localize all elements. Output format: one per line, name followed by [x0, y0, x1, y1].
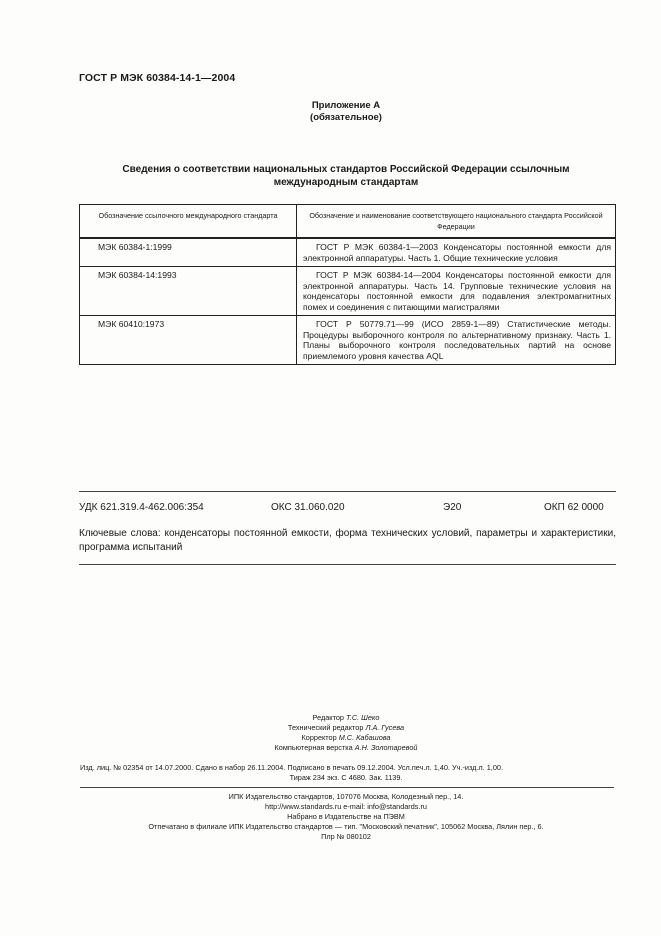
- credit-editor-name: Т.С. Шеко: [346, 713, 380, 722]
- section-title-line1: Сведения о соответствии национальных стандартов Российской Федерации ссылочным: [122, 164, 570, 175]
- column-header-international: Обозначение ссылочного международного стандарта: [80, 205, 297, 239]
- credit-tech-editor: [0, 723, 661, 734]
- appendix-title: Приложение А: [311, 100, 381, 111]
- credit-editor: [0, 713, 661, 724]
- publisher-address: ИПК Издательство стандартов, 107076 Москва, Колодезный пер., 14.: [228, 792, 464, 801]
- credit-corrector: [0, 733, 661, 744]
- credit-layout-label: Компьютерная верстка: [274, 743, 353, 752]
- publisher-license: Плр № 080102: [321, 832, 371, 841]
- national-standard-cell: ГОСТ Р 50779.71—99 (ИСО 2859-1—89) Статистические методы. Процедуры выборочного контроля по альтернативному признаку. Часть 1. Планы выборочного контроля последовательных партий на основе приемлемого уровня качества AQL: [297, 316, 616, 365]
- correspondence-table: [79, 204, 616, 365]
- table-row: [80, 316, 616, 365]
- credit-tech-editor-label: Технический редактор: [287, 723, 364, 732]
- international-standard-cell: МЭК 60410:1973: [80, 316, 297, 365]
- table-header-row: [80, 205, 616, 239]
- table-row: [80, 238, 616, 267]
- credit-layout: [0, 743, 661, 754]
- divider-publisher: [80, 787, 614, 788]
- international-standard-cell: МЭК 60384-14:1993: [80, 267, 297, 316]
- publisher-printed: Отпечатано в филиале ИПК Издательство стандартов — тип. "Московский печатник", 105062 Москва, Лялин пер., 6.: [148, 822, 544, 831]
- keywords: Ключевые слова: конденсаторы постоянной емкости, форма технических условий, параметры и характеристики, программа испытаний: [79, 528, 616, 553]
- credit-editor-label: Редактор: [312, 713, 344, 722]
- oks-code: ОКС 31.060.020: [271, 502, 345, 513]
- group-code: Э20: [443, 502, 462, 513]
- publisher-typeset: Набрано в Издательстве на ПЭВМ: [287, 812, 405, 821]
- print-info-line2: Тираж 234 экз. С 4680. Зак. 1139.: [289, 773, 403, 782]
- credit-corrector-label: Корректор: [301, 733, 337, 742]
- credit-corrector-name: М.С. Кабашова: [338, 733, 391, 742]
- divider-top: [79, 491, 616, 492]
- okp-code: ОКП 62 0000: [544, 502, 604, 513]
- credit-layout-name: А.Н. Золотаревой: [354, 743, 418, 752]
- publisher-contacts: http://www.standards.ru e-mail: info@standards.ru: [265, 802, 427, 811]
- credit-tech-editor-name: Л.А. Гусева: [365, 723, 405, 732]
- international-standard-cell: МЭК 60384-1:1999: [80, 238, 297, 267]
- table-row: [80, 267, 616, 316]
- section-title: [80, 163, 612, 189]
- document-header: ГОСТ Р МЭК 60384-14-1—2004: [79, 72, 236, 84]
- print-info-line1: Изд. лиц. № 02354 от 14.07.2000. Сдано в набор 26.11.2004. Подписано в печать 09.12.2004. Усл.печ.л. 1,40. Уч.-изд.л. 1,00.: [80, 763, 503, 772]
- national-standard-cell: ГОСТ Р МЭК 60384-1—2003 Конденсаторы постоянной емкости для электронной аппаратуры. Часть 1. Общие технические условия: [297, 238, 616, 267]
- national-standard-cell: ГОСТ Р МЭК 60384-14—2004 Конденсаторы постоянной емкости для электронной аппаратуры. Часть 14. Групповые технические условия на конденсаторы постоянной емкости для подавления электромагнитных помех и соединения с питающими магистралями: [297, 267, 616, 316]
- section-title-line2: международным стандартам: [273, 177, 419, 188]
- column-header-national: Обозначение и наименование соответствующего национального стандарта Российской Федерации: [297, 205, 616, 239]
- divider-bottom: [79, 564, 616, 565]
- appendix-status: (обязательное): [310, 112, 382, 123]
- udc-code: УДК 621.319.4-462.006:354: [79, 502, 204, 513]
